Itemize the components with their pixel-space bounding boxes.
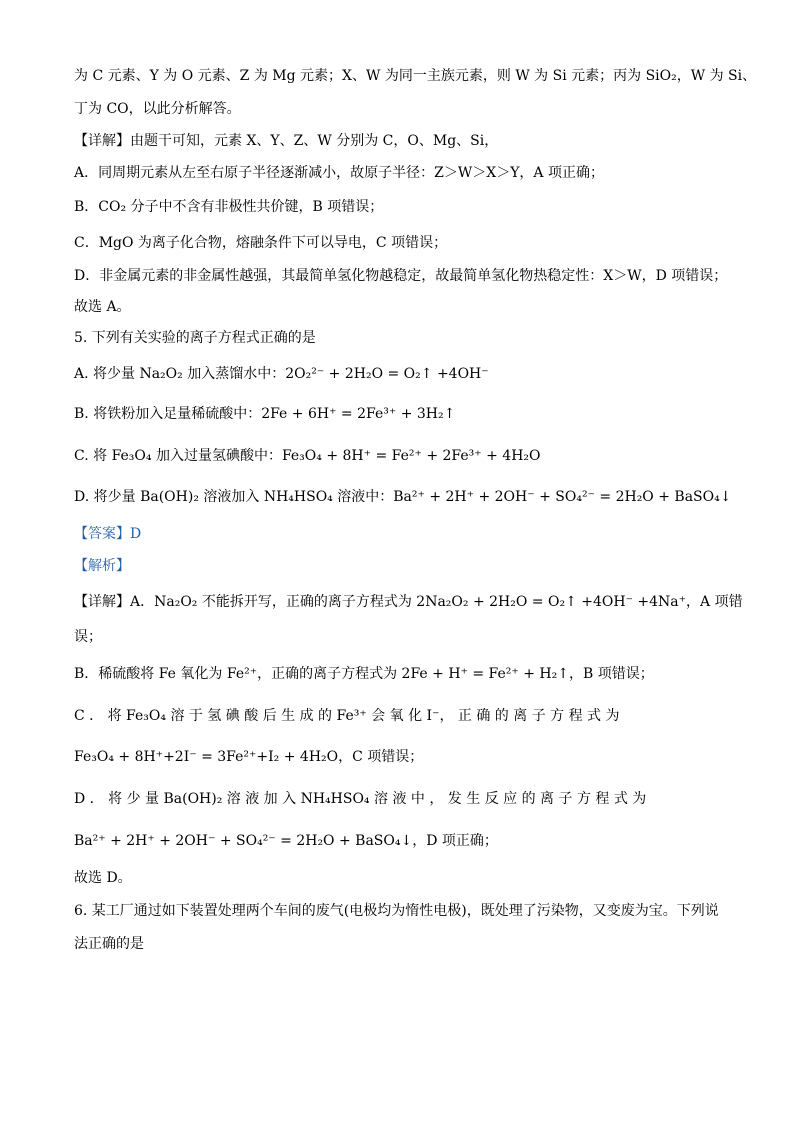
option-c: C. 将 Fe₃O₄ 加入过量氢碘酸中：Fe₃O₄ + 8H⁺ = Fe²⁺ + 2Fe³⁺ + 4H₂O <box>74 448 541 464</box>
text-line: 【详解】由题干可知，元素 X、Y、Z、W 分别为 C，O、Mg、Si， <box>74 133 499 149</box>
option-b: B. 将铁粉加入足量稀硫酸中：2Fe + 6H⁺ = 2Fe³⁺ + 3H₂↑ <box>74 406 456 422</box>
option-a: A. 将少量 Na₂O₂ 加入蒸馏水中：2O₂²⁻ + 2H₂O = O₂↑ +4OH⁻ <box>74 366 489 382</box>
text-line: Fe₃O₄ + 8H⁺+2I⁻ = 3Fe²⁺+I₂ + 4H₂O，C 项错误； <box>74 749 424 765</box>
text-line: 故选 A。 <box>74 299 131 315</box>
analysis-label: 【解析】 <box>74 558 130 574</box>
text-line: D ． 将 少 量 Ba(OH)₂ 溶 液 加 入 NH₄HSO₄ 溶 液 中 ， 发 生 反 应 的 离 子 方 程 式 为 <box>74 791 647 807</box>
text-line: D．非金属元素的非金属性越强，其最简单氢化物越稳定，故最简单氢化物热稳定性：X＞W，D 项错误； <box>74 268 728 284</box>
text-line: B．CO₂ 分子中不含有非极性共价键，B 项错误； <box>74 199 384 215</box>
text-line: 丁为 CO，以此分析解答。 <box>74 101 241 117</box>
text-line: 为 C 元素、Y 为 O 元素、Z 为 Mg 元素；X、W 为同一主族元素，则 W 为 Si 元素；丙为 SiO₂，W 为 Si、 <box>74 68 757 84</box>
text-line: Ba²⁺ + 2H⁺ + 2OH⁻ + SO₄²⁻ = 2H₂O + BaSO₄↓，D 项正确； <box>74 833 498 849</box>
text-line: 法正确的是 <box>74 936 144 952</box>
text-line: C ． 将 Fe₃O₄ 溶 于 氢 碘 酸 后 生 成 的 Fe³⁺ 会 氧 化 I⁻， 正 确 的 离 子 方 程 式 为 <box>74 708 620 724</box>
text-line: B．稀硫酸将 Fe 氧化为 Fe²⁺，正确的离子方程式为 2Fe + H⁺ = Fe²⁺ + H₂↑，B 项错误； <box>74 666 654 682</box>
option-d: D. 将少量 Ba(OH)₂ 溶液加入 NH₄HSO₄ 溶液中：Ba²⁺ + 2H⁺ + 2OH⁻ + SO₄²⁻ = 2H₂O + BaSO₄↓ <box>74 489 732 505</box>
text-line: A．同周期元素从左至右原子半径逐渐减小，故原子半径：Z＞W＞X＞Y，A 项正确； <box>74 165 604 181</box>
text-line: C．MgO 为离子化合物，熔融条件下可以导电，C 项错误； <box>74 235 448 251</box>
text-line: 故选 D。 <box>74 870 132 886</box>
question-6-stem: 6. 某工厂通过如下装置处理两个车间的废气(电极均为惰性电极)，既处理了污染物，又变废为宝。下列说 <box>74 903 719 919</box>
question-5-stem: 5. 下列有关实验的离子方程式正确的是 <box>74 330 316 346</box>
answer-label: 【答案】D <box>74 526 142 542</box>
text-line: 误； <box>74 629 102 645</box>
text-line: 【详解】A．Na₂O₂ 不能拆开写，正确的离子方程式为 2Na₂O₂ + 2H₂O = O₂↑ +4OH⁻ +4Na⁺，A 项错 <box>74 594 743 610</box>
